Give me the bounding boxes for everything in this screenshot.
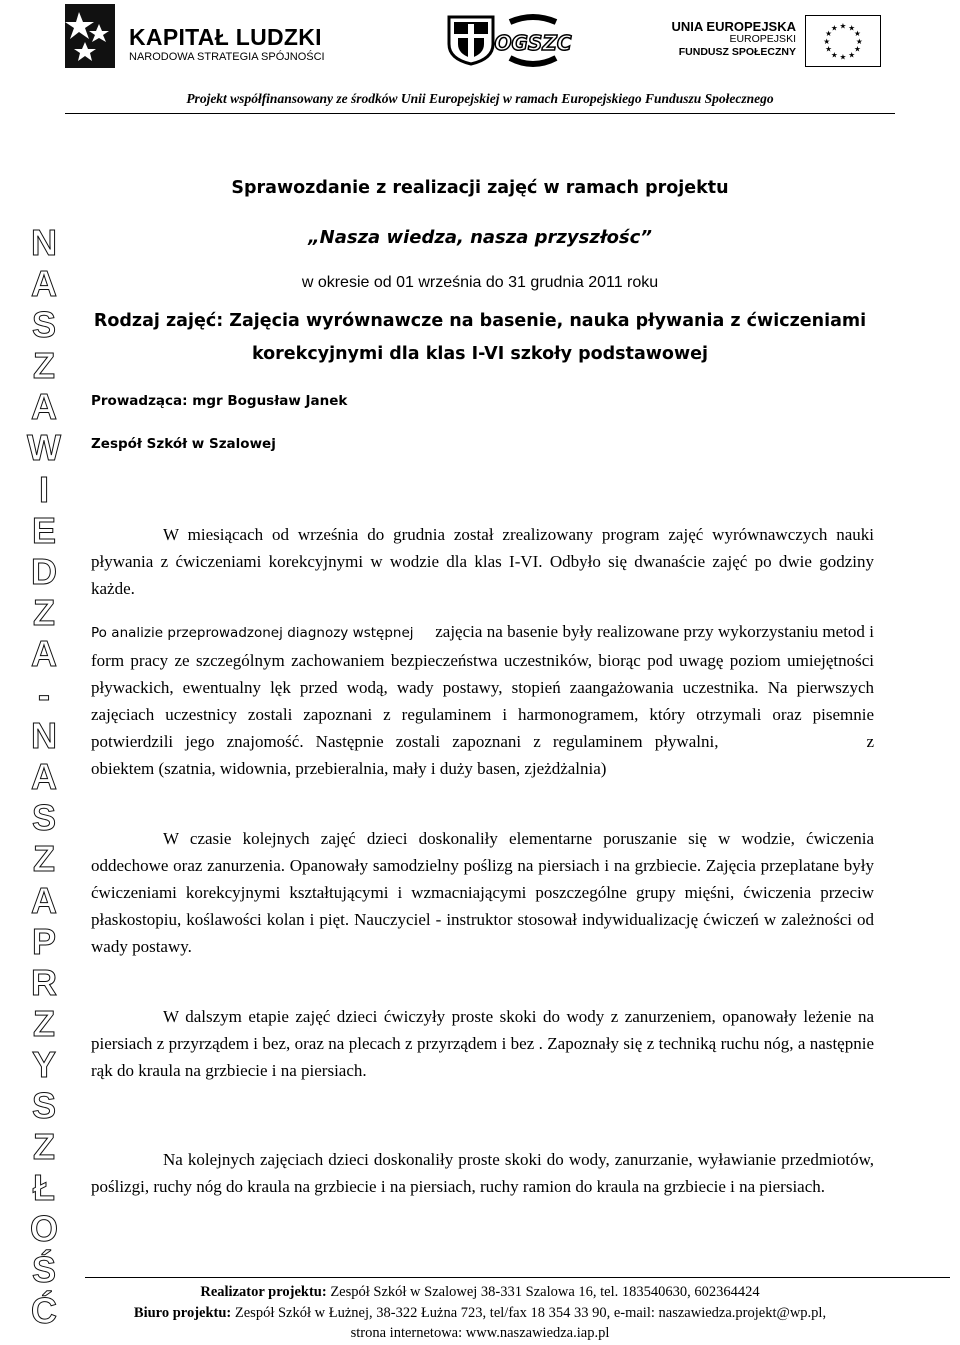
slogan-letter: Ś [31,1249,56,1291]
slogan-letter: S [31,1084,56,1126]
slogan-letter: Z [33,1002,55,1044]
paragraph-4 [91,1003,874,1084]
footer-realizator-label: Realizator projektu: [200,1284,327,1300]
svg-text:★: ★ [853,44,861,54]
slogan-letter: E [31,509,56,551]
page-header [0,0,960,115]
slogan-letter: I [38,468,49,510]
class-type-line-1: Rodzaj zajęć: Zajęcia wyrównawcze na basenie, nauka pływania z ćwiczeniami [93,311,867,331]
kapital-ludzki-subtitle: NARODOWA STRATEGIA SPÓJNOŚCI [129,51,325,63]
school-crest-icon [446,14,496,66]
paragraph-2-text-b: z obiektem (szatnia, widownia, przebieralnia, mały i duży basen, zjeżdżalnia) [91,732,874,778]
svg-text:★: ★ [823,36,831,46]
ue-line-2: EUROPEJSKI [729,33,796,45]
paragraph-1 [91,521,874,602]
slogan-letter: A [31,386,57,428]
paragraph-5-text: Na kolejnych zajęciach dzieci doskonaliły proste skoki do wody, zanurzanie, wyławianie przedmiotów, poślizgi, ruchy nóg do kraula na grzbiecie i na piersiach, ruchy ramion do kraula na grzbiecie i na piersiach. [91,1150,874,1196]
paragraph-2-lead: Po analizie przeprowadzonej diagnozy wstępnej [91,625,414,641]
report-title: Sprawozdanie z realizacji zajęć w ramach projektu [231,178,729,198]
paragraph-2-text-a: zajęcia na basenie były realizowane przy wykorzystaniu metod i form pracy ze szczególnym zachowaniem bezpieczeństwa uczestników, biorąc pod uwagę poziom umiejętności pływackich, ewentualny lęk przed wodą, wady postawy, stopień zaangażowania uczestnika. Na pierwszych zajęciach uczestnicy zostali zapoznani z regulaminem i harmonogramem, który otrzymali oraz pisemnie potwierdzili jego znajomość. Następnie zostali zapoznani z regulaminem pływalni, [91,622,874,751]
svg-text:★: ★ [848,50,856,60]
school-line: Zespół Szkół w Szalowej [91,436,276,452]
footer-website: strona internetowa: www.naszawiedza.iap.pl [350,1325,610,1341]
slogan-letter: A [31,632,57,674]
slogan-letter: Z [33,591,55,633]
svg-text:★: ★ [839,21,847,31]
kapital-ludzki-logo [65,4,325,68]
slogan-letter: D [31,550,57,592]
svg-text:★: ★ [853,29,861,39]
slogan-letter: Z [33,1126,55,1168]
project-name: „Nasza wiedza, nasza przyszłośc” [308,227,652,248]
paragraph-3-text: W czasie kolejnych zajęć dzieci doskonaliły elementarne poruszanie się w wodzie, ćwiczenia oddechowe oraz zanurzenia. Opanowały samodzielny poślizg na piersiach i na grzbiecie. Zajęcia przeplatane były ćwiczeniami korekcyjnymi kształtującymi i wzmacniającymi poszczególne grupy mięśni, ćwiczenia przeciw płaskostopiu, koślawości kolan i pięt. Nauczyciel - instruktor stosował indywidualizację ćwiczeń w zależności od wady postawy. [91,829,874,956]
slogan-letter: Ć [31,1290,57,1332]
header-divider [65,113,895,114]
class-type-line-2: korekcyjnymi dla klas I-VI szkoły podstawowej [251,344,708,364]
slogan-letter: - [38,674,50,716]
slogan-letter: W [27,427,61,469]
eu-flag-icon [805,15,881,67]
slogan-letter: A [31,756,57,798]
kapital-ludzki-title: KAPITAŁ LUDZKI [129,24,322,50]
footer-realizator [0,1284,960,1301]
footer-biuro-text: Zespół Szkół w Łużnej, 38-322 Łużna 723, tel/fax 18 354 33 90, e-mail: naszawiedza.projekt@wp.pl, [231,1305,827,1321]
slogan-letter: Z [33,345,55,387]
paragraph-2 [91,618,874,782]
slogan-letter: O [29,1208,58,1250]
svg-text:★: ★ [830,23,838,33]
slogan-letter: Ł [33,1167,55,1209]
svg-text:★: ★ [825,44,833,54]
svg-text:★: ★ [855,36,863,46]
paragraph-4-text: W dalszym etapie zajęć dzieci ćwiczyły proste skoki do wody z zanurzeniem, opanowały leżenie na piersiach z przyrządem i bez, oraz na plecach z przyrządem i bez . Zapoznały się z techniką ruchu nóg, a następnie rąk do kraula na grzbiecie i na piersiach. [91,1007,874,1080]
footer-realizator-text: Zespół Szkół w Szalowej 38-331 Szalowa 16, tel. 183540630, 602364424 [326,1284,760,1300]
slogan-letter: N [31,222,57,263]
slogan-letter: A [31,263,57,305]
slogan-letter: R [31,961,57,1003]
slogan-letter: A [31,879,57,921]
oszc-logo-icon [494,12,572,70]
svg-text:★: ★ [848,23,856,33]
slogan-letter: P [31,920,56,962]
slogan-letter: S [31,304,56,346]
paragraph-3 [91,825,874,960]
slogan-letter: S [31,797,56,839]
paragraph-5 [91,1146,874,1200]
slogan-letter: Z [33,838,55,880]
ue-line-1: UNIA EUROPEJSKA [671,19,796,34]
svg-text:★: ★ [830,50,838,60]
ue-text-block [650,20,796,59]
footer-biuro [0,1305,960,1322]
slogan-letter: Y [31,1043,56,1085]
ue-line-3: FUNDUSZ SPOŁECZNY [678,46,796,58]
paragraph-1-text: W miesiącach od września do grudnia został zrealizowany program zajęć wyrównawczych nauki pływania z ćwiczeniami korekcyjnymi w wodzie dla klas I-VI. Odbyło się dwanaście zajęć po dwie godziny każde. [91,525,874,598]
slogan-letter: N [31,715,57,757]
svg-text:★: ★ [839,52,847,62]
footer-divider [85,1277,950,1278]
instructor-line: Prowadząca: mgr Bogusław Janek [91,393,348,409]
cofinancing-note: Projekt współfinansowany ze środków Unii Europejskiej w ramach Europejskiego Funduszu Społecznego [186,91,774,106]
svg-text:OGSZC: OGSZC [494,31,572,55]
kapital-ludzki-emblem-icon [65,4,115,68]
report-period: w okresie od 01 września do 31 grudnia 2011 roku [301,274,659,291]
svg-text:★: ★ [825,29,833,39]
footer-biuro-label: Biuro projektu: [133,1305,232,1321]
